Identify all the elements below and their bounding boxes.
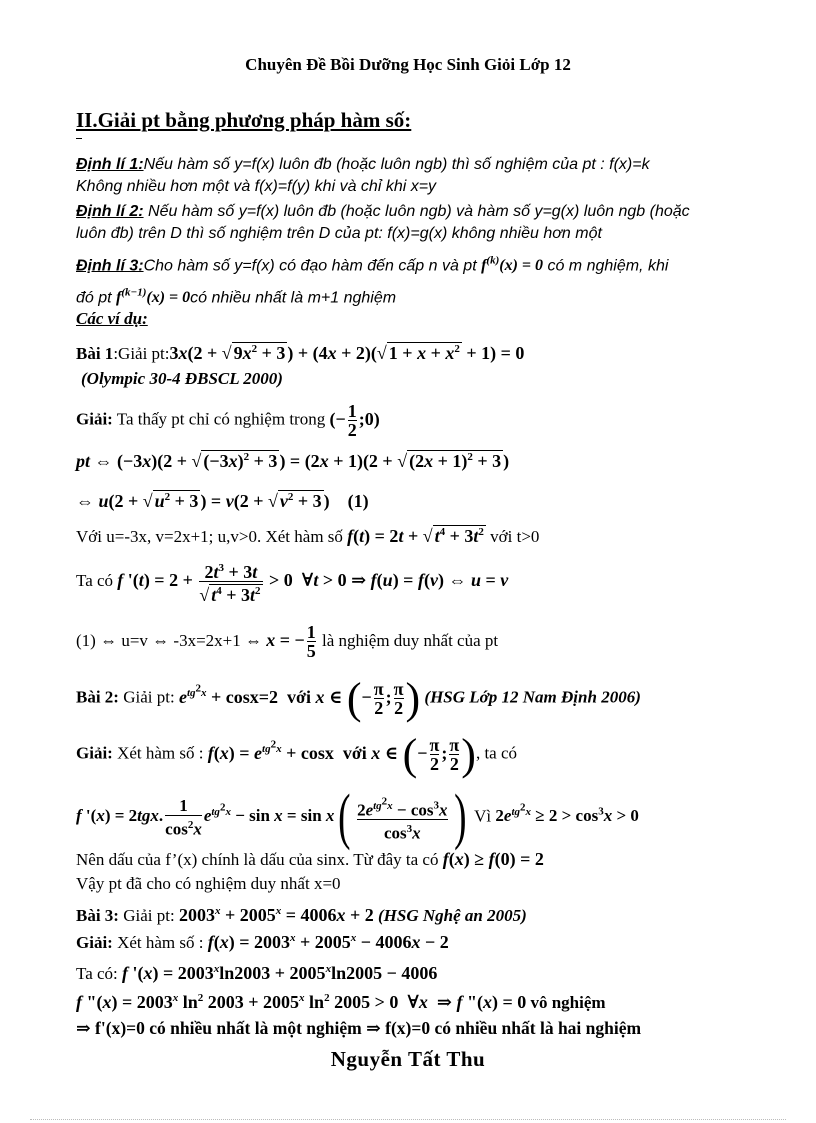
theorem-3-formula2: $f^{(k-1)}(x) = 0$: [116, 287, 191, 307]
bai3-f1: Ta có: f '$(x) = 2003^x\ln 2003 + 2005^x\ln 2005 - 4006$: [76, 963, 438, 983]
bai1-res-b: u=v: [121, 631, 153, 650]
theorem-3-text2a: đó pt: [76, 289, 117, 307]
bai3-final-a: f'(x)=0 có nhiều nhất là một nghiệm: [95, 1018, 367, 1038]
bai2-derivative: f '(x) = 2tgx. $\frac{1}{\cos^2x}$ $e^{tg^2x} - \sin x = \sin x$( $\frac{2e^{tg^2x} - \cos^3x}{\cos^3x}$ ) Vì $2e^{tg^2x} \ge 2 > \cos^3x > 0$: [76, 783, 639, 852]
bai1-res-a: (1): [76, 631, 96, 650]
bai1-eq-transform: pt ⇔ (−3x)(2 + √ $(-3x)^2 + 3$ ) = (2x + 1)(2 + √ $(2x + 1)^2 + 3$ ): [76, 451, 510, 471]
bai2-conclusion: Vậy pt đã cho có nghiệm duy nhất x=0: [76, 874, 341, 893]
bai2-sign-text: Nên dấu của f’(x) chính là dấu của sinx. Từ đây ta có: [76, 850, 443, 869]
bai2-giai-label: Giải:: [76, 743, 113, 763]
bai1-taco: Ta có: [76, 571, 118, 590]
theorem-3-label: Định lí 3:: [76, 257, 144, 275]
bai1-ft: f(t) = 2t + √ $t^4 + 3t^2$: [347, 526, 484, 546]
theorem-3-text-b: có m nghiệm, khi: [543, 257, 669, 275]
footer-dotted-rule: [30, 1119, 786, 1120]
bai2-giai-text: Xét hàm số :: [112, 743, 208, 763]
bai3-taco: Ta có:: [76, 964, 123, 983]
theorem-1: [76, 154, 650, 176]
bai1-label: Bài 1: [76, 344, 114, 363]
theorem-2: [76, 201, 690, 223]
bai1-equation: 3x(2 + √ $9x^2 + 3$ ) + (4x + 2)(√ $1 + x + x^2 + 1) = 0$: [169, 343, 525, 363]
theorem-3-text2b: có nhiều nhất là m+1 nghiệm: [190, 289, 397, 307]
bai3-statement: [76, 900, 527, 927]
bai2-equation: $e^{tg^2x} + \cos x=2$ với x ∈ (− $\frac{\pi}{2}$ ; $\frac{\pi}{2}$ ): [178, 673, 421, 723]
bai1-with-tail: với t>0: [485, 527, 540, 546]
bai2-sign: Nên dấu của f’(x) chính là dấu của sinx. Từ đây ta có f(x) ≥ f(0) = 2: [76, 849, 544, 869]
examples-heading: Các ví dụ:: [76, 309, 148, 328]
bai1-giai: [76, 402, 380, 439]
theorem-3-text: Cho hàm số y=f(x) có đạo hàm đến cấp n và pt: [143, 257, 482, 275]
dash-mark: [76, 138, 82, 139]
bai1-giai-label: Giải:: [76, 409, 113, 429]
theorem-3: [76, 250, 668, 277]
theorem-2-text: Nếu hàm số y=f(x) luôn đb (hoặc luôn ngb) và hàm số y=g(x) luôn ngb (hoặc: [143, 203, 690, 220]
bai3-source: (HSG Nghệ an 2005): [378, 906, 527, 925]
bai2-statement: [76, 664, 641, 722]
theorem-2-text2: luôn đb) trên D thì số nghiệm trên D của pt: f(x)=g(x) không nhiều hơn một: [76, 225, 602, 242]
document-header: Chuyên Đề Bồi Dưỡng Học Sinh Giỏi Lớp 12: [245, 55, 571, 74]
bai1-with-text: Với u=-3x, v=2x+1; u,v>0. Xét hàm số: [76, 527, 348, 546]
bai3-equation: $2003^x + 2005^x = 4006x + 2$: [178, 905, 374, 925]
bai2-label: Bài 2:: [76, 687, 119, 707]
bai2-giai: Giải: Xét hàm số : $f(x) = e^{tg^2x} + \cos x$ với x ∈ (− $\frac{\pi}{2}$ ; $\frac{\pi}{2}$ ), ta có: [76, 729, 518, 779]
bai3-giai-label: Giải:: [76, 933, 113, 952]
bai1-statement: [76, 338, 524, 365]
bai1-result: (1) ⇔ u=v ⇔ -3x=2x+1 ⇔ x = − $\frac{1}{5}$ là nghiệm duy nhất của pt: [76, 622, 499, 662]
bai1-derivative: Ta có f '(t) = 2 + $\frac{2t^3 + 3t}{√ t^4 + 3t^2}$ > 0 ∀t > 0 ⇒ f(u) = f(v) ⇔ u = v: [76, 562, 509, 606]
theorem-2-label: Định lí 2:: [76, 203, 144, 220]
theorem-3-line2: [76, 282, 396, 309]
bai1-eq-uv: ⇔ u(2 + √ $u^2 + 3$ ) = v(2 + √ $v^2 + 3$ ) (1): [76, 491, 369, 511]
bai1-source: (Olympic 30-4 ĐBSCL 2000): [81, 369, 283, 388]
bai3-vn: vô nghiệm: [526, 993, 606, 1012]
bai1-prompt: :Giải pt:: [113, 344, 170, 363]
bai1-res-c: -3x=2x+1: [169, 631, 246, 650]
bai3-f2: f "$(x) = 2003^x$ $\ln^2 2003 + 2005^x$ $\ln^2 2005 > 0$ ∀x ⇒ f "(x) = 0 vô nghiệm: [76, 992, 606, 1012]
bai2-giai-tail: , ta có: [475, 743, 518, 763]
bai3-final-b: f(x)=0 có nhiều nhất là hai nghiệm: [380, 1018, 642, 1038]
bai3-prompt: Giải pt:: [118, 906, 179, 925]
theorem-1-label: Định lí 1:: [76, 156, 144, 173]
bai3-final: ⇒ f'(x)=0 có nhiều nhất là một nghiệm ⇒ f(x)=0 có nhiều nhất là hai nghiệm: [76, 1018, 642, 1038]
bai2-vi: Vì: [470, 806, 496, 826]
bai3-label: Bài 3:: [76, 906, 119, 925]
author-footer: Nguyễn Tất Thu: [330, 1047, 486, 1071]
theorem-1-text2: Không nhiều hơn một và f(x)=f(y) khi và chỉ khi x=y: [76, 178, 437, 195]
bai2-prompt: Giải pt:: [118, 687, 179, 707]
theorem-1-text: Nếu hàm số y=f(x) luôn đb (hoặc luôn ngb) thì số nghiệm của pt : f(x)=k: [143, 156, 650, 173]
bai1-res-d: là nghiệm duy nhất của pt: [317, 631, 499, 650]
bai1-giai-text: Ta thấy pt chỉ có nghiệm trong: [112, 409, 330, 429]
section-title: II.Giải pt bằng phương pháp hàm số:: [76, 108, 412, 132]
bai2-source: (HSG Lớp 12 Nam Định 2006): [424, 687, 641, 707]
theorem-3-formula: $f^{(k)}(x) = 0$: [481, 255, 544, 275]
bai1-with: [76, 521, 539, 548]
bai1-interval: (− $\frac{1}{2}$ ;0): [329, 401, 380, 440]
bai3-giai: Giải: Xét hàm số : $f(x) = 2003^x + 2005^x - 4006x - 2$: [76, 932, 449, 952]
bai3-giai-text: Xét hàm số :: [112, 933, 208, 952]
